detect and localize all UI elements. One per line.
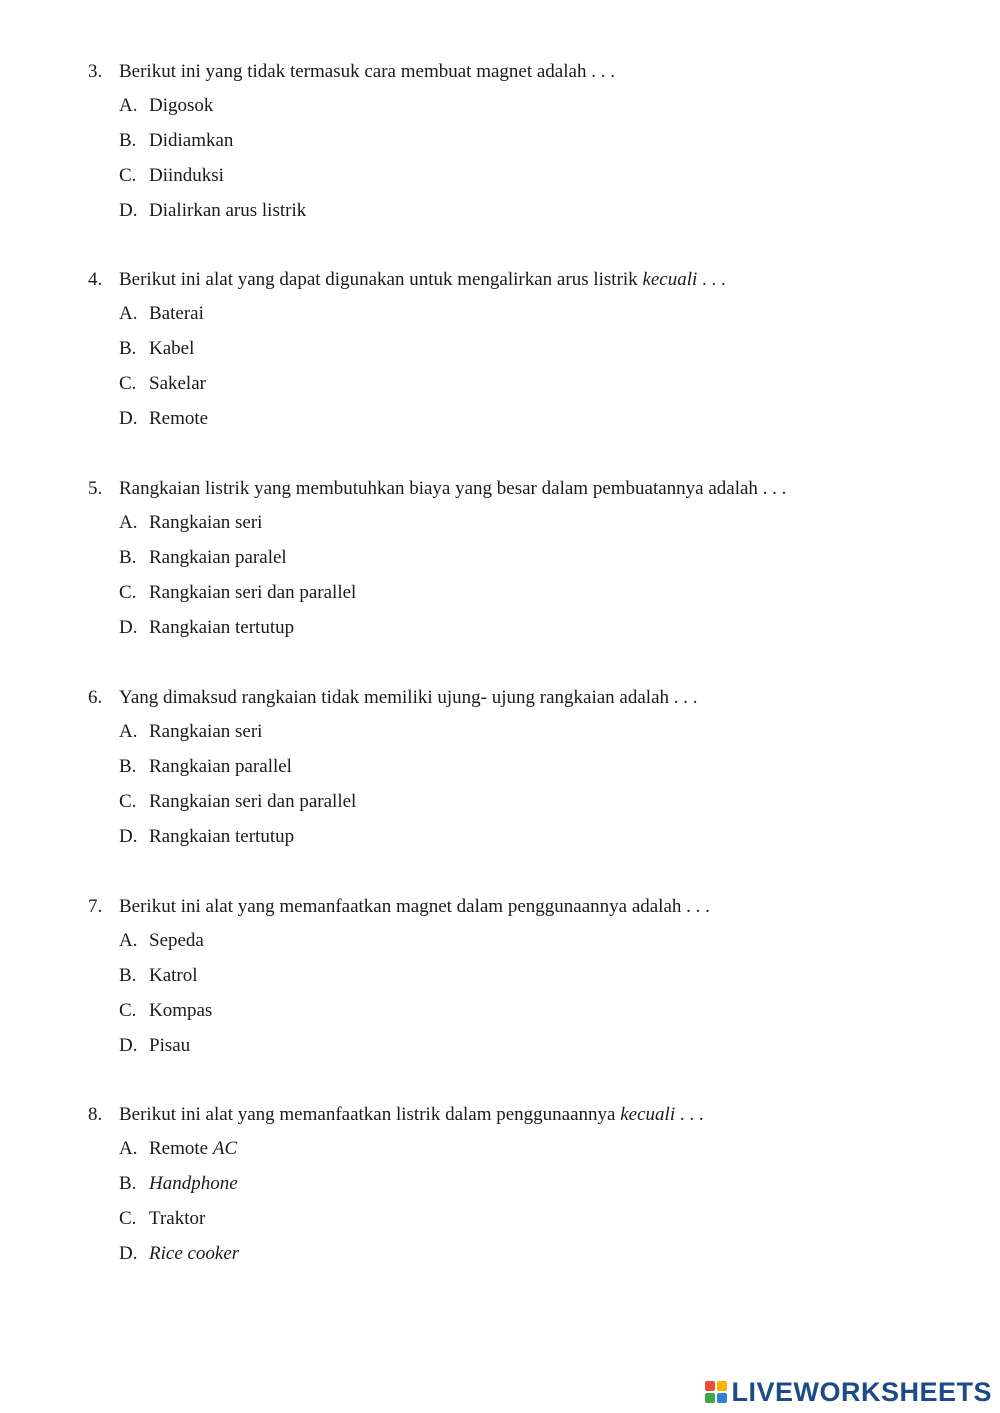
option-text: Sakelar: [149, 373, 206, 394]
option-letter: D.: [119, 1243, 138, 1264]
option-text: Rangkaian tertutup: [149, 617, 295, 638]
question-text-part: kecuali: [642, 269, 698, 290]
option-letter: A.: [119, 512, 138, 533]
question-number: 7.: [88, 896, 103, 917]
option-letter: D.: [119, 826, 138, 847]
question-text-part: Berikut ini alat yang memanfaatkan listrik dalam penggunaannya: [119, 1104, 621, 1125]
answer-option[interactable]: [119, 1172, 238, 1196]
answer-option[interactable]: [119, 1034, 190, 1058]
answer-option[interactable]: [119, 825, 294, 849]
option-letter: A.: [119, 95, 138, 116]
question-text-part: Berikut ini alat yang dapat digunakan untuk mengalirkan arus listrik: [119, 269, 643, 290]
option-text: Rangkaian parallel: [149, 756, 292, 777]
answer-option[interactable]: [119, 755, 292, 779]
option-letter: D.: [119, 408, 138, 429]
answer-option[interactable]: [119, 720, 262, 744]
answer-option[interactable]: [119, 337, 194, 361]
logo-square-green: [705, 1393, 715, 1403]
question-text-part: Berikut ini alat yang memanfaatkan magnet dalam penggunaannya adalah . . .: [119, 896, 710, 917]
option-text: Rangkaian seri: [149, 721, 263, 742]
question-text-part: kecuali: [620, 1104, 676, 1125]
option-text: Kompas: [149, 1000, 213, 1021]
question-number: 5.: [88, 478, 103, 499]
option-letter: C.: [119, 165, 137, 186]
option-text: Rangkaian paralel: [149, 547, 287, 568]
option-text: Katrol: [149, 965, 198, 986]
option-text: Handphone: [149, 1173, 238, 1194]
answer-option[interactable]: [119, 546, 287, 570]
question-number: 6.: [88, 687, 103, 708]
option-text: AC: [212, 1138, 238, 1159]
option-text: Rangkaian seri: [149, 512, 263, 533]
liveworksheets-logo-icon: [705, 1381, 727, 1403]
question-text: [88, 895, 710, 919]
answer-option[interactable]: [119, 964, 198, 988]
answer-option[interactable]: [119, 302, 204, 326]
option-text: Remote: [149, 1138, 213, 1159]
option-letter: C.: [119, 1208, 137, 1229]
option-letter: C.: [119, 1000, 137, 1021]
logo-text: LIVEWORKSHEETS: [731, 1376, 992, 1407]
option-letter: B.: [119, 1173, 137, 1194]
answer-option[interactable]: [119, 511, 262, 535]
answer-option[interactable]: [119, 581, 356, 605]
option-letter: A.: [119, 1138, 138, 1159]
option-letter: A.: [119, 721, 138, 742]
question-text: [88, 686, 698, 710]
option-text: Dialirkan arus listrik: [149, 200, 307, 221]
answer-option[interactable]: [119, 372, 206, 396]
option-letter: C.: [119, 373, 137, 394]
option-text: Didiamkan: [149, 130, 234, 151]
option-text: Baterai: [149, 303, 204, 324]
question-text-part: Berikut ini yang tidak termasuk cara membuat magnet adalah . . .: [119, 61, 615, 82]
answer-option[interactable]: [119, 199, 306, 223]
answer-option[interactable]: [119, 790, 356, 814]
answer-option[interactable]: [119, 407, 208, 431]
option-text: Rangkaian seri dan parallel: [149, 582, 357, 603]
option-letter: D.: [119, 200, 138, 221]
option-text: Digosok: [149, 95, 214, 116]
option-letter: B.: [119, 130, 137, 151]
logo-square-blue: [717, 1393, 727, 1403]
question-text-part: Rangkaian listrik yang membutuhkan biaya yang besar dalam pembuatannya adalah . . .: [119, 478, 787, 499]
answer-option[interactable]: [119, 929, 204, 953]
question-text: [88, 477, 786, 501]
option-letter: A.: [119, 930, 138, 951]
question-text-part: Yang dimaksud rangkaian tidak memiliki ujung- ujung rangkaian adalah . . .: [119, 687, 698, 708]
answer-option[interactable]: [119, 1207, 205, 1231]
option-letter: B.: [119, 547, 137, 568]
option-letter: D.: [119, 1035, 138, 1056]
question-number: 8.: [88, 1104, 103, 1125]
answer-option[interactable]: [119, 164, 224, 188]
question-text-part: . . .: [675, 1104, 704, 1125]
option-text: Sepeda: [149, 930, 204, 951]
option-text: Rangkaian seri dan parallel: [149, 791, 357, 812]
option-letter: B.: [119, 756, 137, 777]
question-text: [88, 60, 615, 84]
option-letter: A.: [119, 303, 138, 324]
option-text: Diinduksi: [149, 165, 224, 186]
answer-option[interactable]: [119, 1242, 239, 1266]
option-text: Remote: [149, 408, 209, 429]
answer-option[interactable]: [119, 129, 233, 153]
answer-option[interactable]: [119, 94, 213, 118]
question-number: 3.: [88, 61, 103, 82]
answer-option[interactable]: [119, 999, 212, 1023]
option-letter: C.: [119, 791, 137, 812]
logo-square-yellow: [717, 1381, 727, 1391]
option-letter: B.: [119, 338, 137, 359]
option-text: Kabel: [149, 338, 195, 359]
option-letter: D.: [119, 617, 138, 638]
logo-square-red: [705, 1381, 715, 1391]
question-text: [88, 268, 726, 292]
answer-option[interactable]: [119, 1137, 237, 1161]
answer-option[interactable]: [119, 616, 294, 640]
option-text: Rangkaian tertutup: [149, 826, 295, 847]
option-text: Pisau: [149, 1035, 191, 1056]
liveworksheets-logo: [705, 1377, 992, 1407]
question-number: 4.: [88, 269, 103, 290]
option-letter: B.: [119, 965, 137, 986]
option-text: Traktor: [149, 1208, 206, 1229]
question-text-part: . . .: [697, 269, 726, 290]
question-text: [88, 1103, 704, 1127]
option-letter: C.: [119, 582, 137, 603]
option-text: Rice cooker: [149, 1243, 240, 1264]
